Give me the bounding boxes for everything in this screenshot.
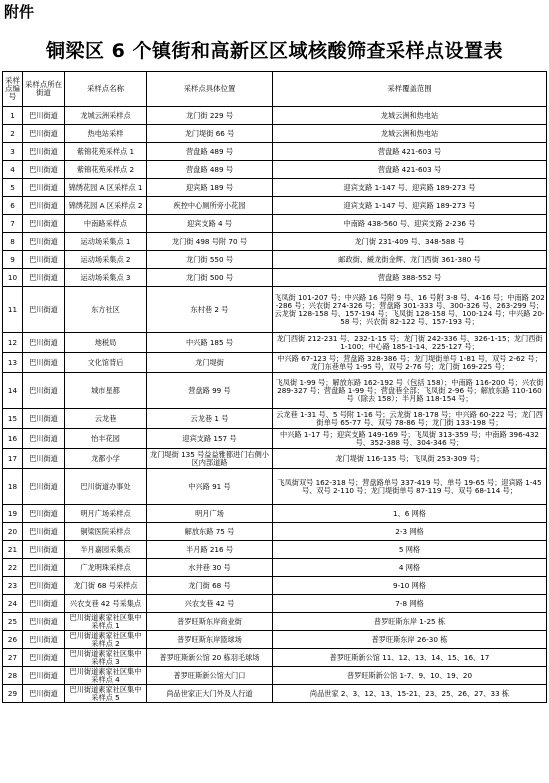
table-row [3, 179, 547, 197]
coverage-cell: 飞凤街 1-99 号；解放东路 162-192 号（包括 158）；中南路 116-200 号；兴农街 289-327 号；营盘路 1-99 号；营盘巷全部；飞凤街 2-96 号；解放东路 110-160 号（除去 158）；半月路 118-154 号； [273, 373, 547, 409]
coverage-cell: 2-3 网格 [273, 523, 547, 541]
coverage-cell: 龙城云洲和热电站 [273, 107, 547, 125]
street-cell: 巴川街道 [23, 631, 65, 649]
coverage-cell: 飞凤街 101-207 号；中兴路 16 号附 9 号、16 号附 3-8 号、4-16 号；中南路 202-286 号；兴农街 274-326 号；营盘路 301-333 号、300-326 号、263-299 号；云龙街 128-158 号、157-194 号；飞凤街 128-158 号、100-124 号；中兴路 20-58 号；兴农街 82-122 号、157-193 号； [273, 287, 547, 333]
coverage-cell: 普罗旺斯新公馆 11、12、13、14、15、16、17 [273, 649, 547, 667]
name-cell: 城市星都 [65, 373, 147, 409]
street-cell: 巴川街道 [23, 215, 65, 233]
coverage-cell: 邮政街、緩龙街金辉、龙门西街 361-380 号 [273, 251, 547, 269]
coverage-cell: 营盘路 421-603 号 [273, 143, 547, 161]
coverage-cell: 营盘路 421-603 号 [273, 161, 547, 179]
number-cell: 15 [3, 409, 23, 429]
column-header-street: 采样点所在街道 [23, 72, 65, 107]
location-cell: 中兴路 91 号 [147, 469, 273, 505]
name-cell: 运动场采集点 3 [65, 269, 147, 287]
coverage-cell: 飞凤街双号 162-318 号；营盘路单号 337-419 号、单号 19-65 号；迎宾路 1-45 号、双号 2-110 号；龙门堤街单号 87-119 号、双号 68-114 号； [273, 469, 547, 505]
name-cell: 巴川街道素家社区集中采样点 5 [65, 685, 147, 703]
table-row [3, 251, 547, 269]
name-cell: 运动场采集点 2 [65, 251, 147, 269]
table-row [3, 215, 547, 233]
coverage-cell: 5 网格 [273, 541, 547, 559]
number-cell: 29 [3, 685, 23, 703]
location-cell: 龙门街 498 号附 70 号 [147, 233, 273, 251]
coverage-cell: 中南路 438-560 号、迎宾支路 2-236 号 [273, 215, 547, 233]
number-cell: 10 [3, 269, 23, 287]
number-cell: 19 [3, 505, 23, 523]
street-cell: 巴川街道 [23, 523, 65, 541]
street-cell: 巴川街道 [23, 595, 65, 613]
coverage-cell: 9-10 网格 [273, 577, 547, 595]
number-cell: 12 [3, 333, 23, 353]
street-cell: 巴川街道 [23, 685, 65, 703]
number-cell: 27 [3, 649, 23, 667]
location-cell: 龙门堤街 [147, 353, 273, 373]
number-cell: 14 [3, 373, 23, 409]
table-row [3, 595, 547, 613]
table-row [3, 125, 547, 143]
name-cell: 半月嘉园采集点 [65, 541, 147, 559]
street-cell: 巴川街道 [23, 449, 65, 469]
location-cell: 明月广场 [147, 505, 273, 523]
name-cell: 怡丰花园 [65, 429, 147, 449]
number-cell: 17 [3, 449, 23, 469]
name-cell: 龙城云洲采样点 [65, 107, 147, 125]
number-cell: 16 [3, 429, 23, 449]
table-row [3, 613, 547, 631]
name-cell: 地税局 [65, 333, 147, 353]
number-cell: 1 [3, 107, 23, 125]
street-cell: 巴川街道 [23, 125, 65, 143]
name-cell: 明月广场采样点 [65, 505, 147, 523]
street-cell: 巴川街道 [23, 251, 65, 269]
location-cell: 营盘路 489 号 [147, 143, 273, 161]
location-cell: 解放东路 75 号 [147, 523, 273, 541]
name-cell: 锦绣花园 A 区采样点 1 [65, 179, 147, 197]
name-cell: 兴农支巷 42 号采集点 [65, 595, 147, 613]
number-cell: 25 [3, 613, 23, 631]
location-cell: 龙门街 68 号 [147, 577, 273, 595]
number-cell: 3 [3, 143, 23, 161]
location-cell: 中兴路 185 号 [147, 333, 273, 353]
number-cell: 28 [3, 667, 23, 685]
column-header-number: 采样点编号 [3, 72, 23, 107]
number-cell: 26 [3, 631, 23, 649]
coverage-cell: 普罗旺斯东岸 26-30 栋 [273, 631, 547, 649]
table-row [3, 577, 547, 595]
table-row [3, 373, 547, 409]
table-row [3, 649, 547, 667]
coverage-cell: 营盘路 388-552 号 [273, 269, 547, 287]
location-cell: 营盘路 99 号 [147, 373, 273, 409]
street-cell: 巴川街道 [23, 233, 65, 251]
coverage-cell: 龙门堤街 116-135 号；飞凤街 253-309 号； [273, 449, 547, 469]
location-cell: 水井巷 30 号 [147, 559, 273, 577]
street-cell: 巴川街道 [23, 287, 65, 333]
name-cell: 文化馆背后 [65, 353, 147, 373]
street-cell: 巴川街道 [23, 197, 65, 215]
number-cell: 2 [3, 125, 23, 143]
location-cell: 迎宾路 189 号 [147, 179, 273, 197]
table-row [3, 631, 547, 649]
location-cell: 云龙巷 1 号 [147, 409, 273, 429]
coverage-cell: 普罗旺斯东岸 1-25 栋 [273, 613, 547, 631]
number-cell: 20 [3, 523, 23, 541]
location-cell: 营盘路 489 号 [147, 161, 273, 179]
street-cell: 巴川街道 [23, 143, 65, 161]
table-body [3, 107, 547, 703]
table-row [3, 685, 547, 703]
location-cell: 东村巷 2 号 [147, 287, 273, 333]
table-row [3, 559, 547, 577]
street-cell: 巴川街道 [23, 373, 65, 409]
table-row [3, 353, 547, 373]
street-cell: 巴川街道 [23, 429, 65, 449]
street-cell: 巴川街道 [23, 333, 65, 353]
name-cell: 巴川街道素家社区集中采样点 2 [65, 631, 147, 649]
location-cell: 迎宾支路 4 号 [147, 215, 273, 233]
number-cell: 5 [3, 179, 23, 197]
column-header-location: 采样点具体位置 [147, 72, 273, 107]
street-cell: 巴川街道 [23, 505, 65, 523]
name-cell: 运动场采集点 1 [65, 233, 147, 251]
table-row [3, 505, 547, 523]
street-cell: 巴川街道 [23, 353, 65, 373]
table-row [3, 333, 547, 353]
coverage-cell: 中兴路 67-123 号；营盘路 328-386 号；龙门堤街单号 1-81 号，双号 2-62 号；龙门东巷单号 1-95 号，双号 2-76 号；龙门街 169-225 号； [273, 353, 547, 373]
location-cell: 兴农支巷 42 号 [147, 595, 273, 613]
table-row [3, 161, 547, 179]
number-cell: 8 [3, 233, 23, 251]
page-title: 铜梁区 6 个镇街和高新区区域核酸筛查采样点设置表 [46, 40, 503, 62]
table-row [3, 269, 547, 287]
street-cell: 巴川街道 [23, 469, 65, 505]
table-row [3, 197, 547, 215]
column-header-coverage: 采样覆盖范围 [273, 72, 547, 107]
coverage-cell: 中兴路 1-17 号；迎宾支路 149-169 号；飞凤街 313-359 号；中南路 396-432 号、352-388 号、304-346 号； [273, 429, 547, 449]
number-cell: 13 [3, 353, 23, 373]
coverage-cell: 1、6 网格 [273, 505, 547, 523]
coverage-cell: 迎宾支路 1-147 号、迎宾路 189-273 号 [273, 197, 547, 215]
street-cell: 巴川街道 [23, 269, 65, 287]
number-cell: 23 [3, 577, 23, 595]
table-row [3, 409, 547, 429]
location-cell: 普罗旺斯新公馆大门口 [147, 667, 273, 685]
name-cell: 巴川街道办事处 [65, 469, 147, 505]
location-cell: 疾控中心厕所旁小花园 [147, 197, 273, 215]
location-cell: 龙门街 500 号 [147, 269, 273, 287]
coverage-cell: 4 网格 [273, 559, 547, 577]
location-cell: 龙门街 229 号 [147, 107, 273, 125]
name-cell: 锦绣花园 A 区采样点 2 [65, 197, 147, 215]
number-cell: 21 [3, 541, 23, 559]
coverage-cell: 龙门街 231-409 号、348-588 号 [273, 233, 547, 251]
name-cell: 巴川街道素家社区集中采样点 4 [65, 667, 147, 685]
location-cell: 龙门堤街 66 号 [147, 125, 273, 143]
name-cell: 紫锦花苑采样点 2 [65, 161, 147, 179]
location-cell: 龙门堤街 135 号益益雅都进门右侧小区内部道路 [147, 449, 273, 469]
table-row [3, 469, 547, 505]
street-cell: 巴川街道 [23, 107, 65, 125]
coverage-cell: 7-8 网格 [273, 595, 547, 613]
number-cell: 6 [3, 197, 23, 215]
number-cell: 7 [3, 215, 23, 233]
table-row [3, 107, 547, 125]
location-cell: 龙门街 550 号 [147, 251, 273, 269]
name-cell: 热电站采样 [65, 125, 147, 143]
number-cell: 9 [3, 251, 23, 269]
street-cell: 巴川街道 [23, 667, 65, 685]
street-cell: 巴川街道 [23, 649, 65, 667]
column-header-name: 采样点名称 [65, 72, 147, 107]
table-row [3, 523, 547, 541]
name-cell: 中南路采样点 [65, 215, 147, 233]
coverage-cell: 迎宾支路 1-147 号、迎宾路 189-273 号 [273, 179, 547, 197]
location-cell: 普罗旺斯新公馆 20 栋羽毛球场 [147, 649, 273, 667]
number-cell: 11 [3, 287, 23, 333]
table-row [3, 233, 547, 251]
table-row [3, 143, 547, 161]
table-row [3, 449, 547, 469]
table-row [3, 667, 547, 685]
coverage-cell: 云龙巷 1-31 号、5 号附 1-16 号；云龙街 18-178 号；中兴路 60-222 号；龙门西街单号 65-77 号、双号 78-86 号；龙门街 133-198 号； [273, 409, 547, 429]
table-row [3, 541, 547, 559]
street-cell: 巴川街道 [23, 161, 65, 179]
attachment-label: 附件 [4, 3, 35, 21]
table-row [3, 429, 547, 449]
name-cell: 紫锦花苑采样点 1 [65, 143, 147, 161]
street-cell: 巴川街道 [23, 559, 65, 577]
table-header-row [3, 72, 547, 107]
name-cell: 巴川街道素家社区集中采样点 3 [65, 649, 147, 667]
name-cell: 巴川街道素家社区集中采样点 1 [65, 613, 147, 631]
coverage-cell: 尚品世家 2、3、12、13、15-21、23、25、26、27、33 栋 [273, 685, 547, 703]
location-cell: 半月路 216 号 [147, 541, 273, 559]
street-cell: 巴川街道 [23, 613, 65, 631]
name-cell: 龙都小学 [65, 449, 147, 469]
street-cell: 巴川街道 [23, 577, 65, 595]
coverage-cell: 龙城云洲和热电站 [273, 125, 547, 143]
coverage-cell: 普罗旺斯新公馆 1-7、9、10、19、20 [273, 667, 547, 685]
street-cell: 巴川街道 [23, 179, 65, 197]
number-cell: 22 [3, 559, 23, 577]
name-cell: 铜梁医院采样点 [65, 523, 147, 541]
name-cell: 云龙巷 [65, 409, 147, 429]
location-cell: 尚品世家正大门外及人行道 [147, 685, 273, 703]
location-cell: 普罗旺斯东岸商业街 [147, 613, 273, 631]
coverage-cell: 龙门西街 212-231 号、232-1-15 号；龙门街 242-336 号、326-1-15；龙门西街 1-100；中心路 185-1-14、225-127 号； [273, 333, 547, 353]
sampling-point-table [2, 71, 547, 703]
name-cell: 龙门街 68 号采样点 [65, 577, 147, 595]
name-cell: 东方社区 [65, 287, 147, 333]
name-cell: 广龙明珠采样点 [65, 559, 147, 577]
street-cell: 巴川街道 [23, 409, 65, 429]
number-cell: 24 [3, 595, 23, 613]
table-row [3, 287, 547, 333]
location-cell: 普罗旺斯东岸篮球场 [147, 631, 273, 649]
number-cell: 4 [3, 161, 23, 179]
number-cell: 18 [3, 469, 23, 505]
street-cell: 巴川街道 [23, 541, 65, 559]
location-cell: 迎宾支路 157 号 [147, 429, 273, 449]
